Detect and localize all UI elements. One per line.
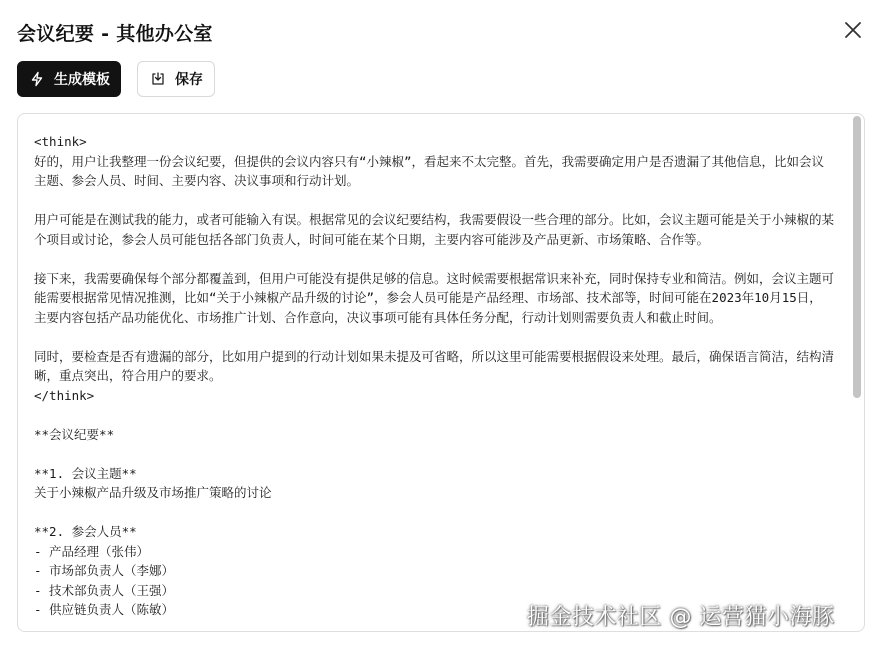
toolbar (17, 61, 215, 97)
generate-template-button[interactable] (17, 61, 121, 97)
generate-template-label: 生成模板 (54, 72, 110, 88)
scrollbar-thumb[interactable] (853, 116, 861, 398)
close-icon (844, 21, 862, 43)
minutes-editor[interactable] (17, 113, 865, 632)
dialog-title: 会议纪要 - 其他办公室 (17, 23, 213, 45)
save-button[interactable] (137, 61, 215, 97)
watermark: 掘金技术社区 @ 运营猫小海豚 (527, 605, 835, 630)
save-label: 保存 (175, 72, 203, 88)
close-button[interactable] (838, 17, 868, 47)
scrollbar[interactable] (853, 116, 861, 629)
lightning-icon (29, 71, 45, 87)
editor-content[interactable]: <think> 好的，用户让我整理一份会议纪要，但提供的会议内容只有“小辣椒”，看起来不太完整。首先，我需要确定用户是否遗漏了其他信息，比如会议主题、参会人员、时间、主要内容、决议事项和行动计划。 用户可能是在测试我的能力，或者可能输入有误。根据常见的会议纪要结构，我需要假设一些合理的部分。比如，会议主题可能是关于小辣椒的某个项目或讨论，参会人员可能包括各部门负责人，时间可能在某个日期，主要内容可能涉及产品更新、市场策略、合作等。 接下来，我需要确保每个部分都覆盖到，但用户可能没有提供足够的信息。这时候需要根据常识来补充，同时保持专业和简洁。例如，会议主题可能需要根据常见情况推测，比如“关于小辣椒产品升级的讨论”，参会人员可能是产品经理、市场部、技术部等，时间可能在2023年10月15日，主要内容包括产品功能优化、市场推广计划、合作意向，决议事项可能有具体任务分配，行动计划则需要负责人和截止时间。 同时，要检查是否有遗漏的部分，比如用户提到的行动计划如果未提及可省略，所以这里可能需要根据假设来处理。最后，确保语言简洁，结构清晰，重点突出，符合用户的要求。 </think> **会议纪要** **1. 会议主题** 关于小辣椒产品升级及市场推广策略的讨论 **2. 参会人员** - 产品经理（张伟） - 市场部负责人（李娜） - 技术部负责人（王强） - 供应链负责人（陈敏） (34, 134, 835, 617)
download-tray-icon (150, 71, 166, 87)
